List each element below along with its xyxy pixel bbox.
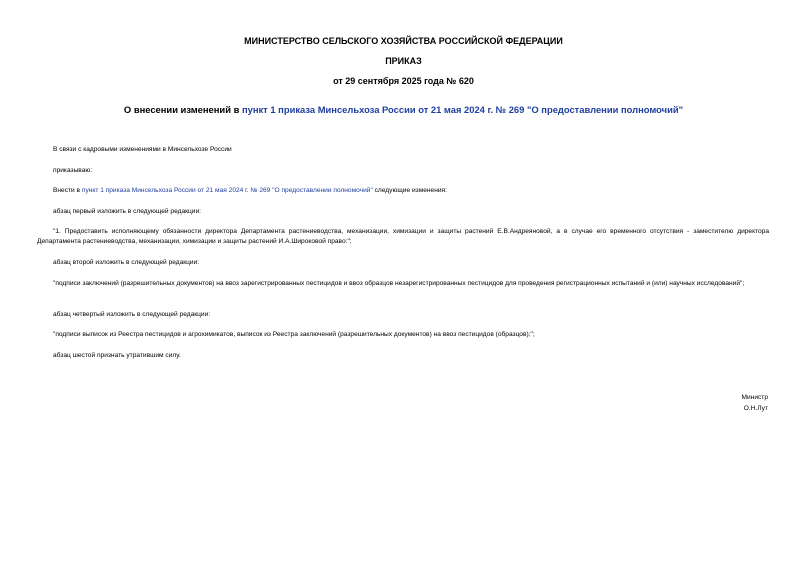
amend-suffix: следующие изменения:	[372, 187, 447, 194]
date-number-heading: от 29 сентября 2025 года № 620	[333, 76, 474, 86]
title-link[interactable]: пункт 1 приказа Минсельхоза России от 21 мая 2024 г. № 269 "О предоставлении полномочий"	[241, 104, 684, 115]
paragraph-order: приказываю:	[53, 167, 93, 174]
signature-position: Министр	[741, 394, 768, 401]
paragraph-second-abzac: абзац второй изложить в следующей редакции:	[53, 259, 200, 266]
title-prefix: О внесении изменений в	[123, 104, 242, 115]
paragraph-reason: В связи с кадровыми изменениями в Минсельхозе России	[53, 146, 232, 153]
paragraph-fourth-text: "подписи выписок из Реестра пестицидов и агрохимикатов, выписок из Реестра заключений (разрешительных документов) на ввоз пестицидов (образцов);";	[53, 331, 535, 338]
paragraph-amend	[37, 186, 769, 196]
signature-name: О.Н.Лут	[743, 405, 768, 412]
document-title	[0, 104, 807, 116]
paragraph-sixth-abzac: абзац шестой признать утратившим силу.	[53, 352, 181, 359]
paragraph-first-text: "1. Предоставить исполняющему обязанности директора Департамента растениеводства, механизации, химизации и защиты растений Е.В.Андреяновой, а в случае его временного отсутствия - заместителю директора Департамента растениеводства, механизации, химизации и защиты растений И.А.Широковой право:";	[37, 228, 769, 245]
amend-prefix: Внести в	[53, 187, 82, 194]
paragraph-fourth-abzac: абзац четвертый изложить в следующей редакции:	[53, 311, 211, 318]
amend-link[interactable]: пункт 1 приказа Минсельхоза России от 21 мая 2024 г. № 269 "О предоставлении полномочий"	[81, 187, 373, 194]
doc-type-heading: ПРИКАЗ	[385, 56, 422, 66]
ministry-heading: МИНИСТЕРСТВО СЕЛЬСКОГО ХОЗЯЙСТВА РОССИЙСКОЙ ФЕДЕРАЦИИ	[244, 36, 563, 46]
paragraph-first-abzac: абзац первый изложить в следующей редакции:	[53, 208, 201, 215]
paragraph-second-text: "подписи заключений (разрешительных документов) на ввоз зарегистрированных пестицидов и ввоз образцов незарегистрированных пестицидов для проведения регистрационных испытаний и (или) научных исследований";	[53, 280, 745, 287]
